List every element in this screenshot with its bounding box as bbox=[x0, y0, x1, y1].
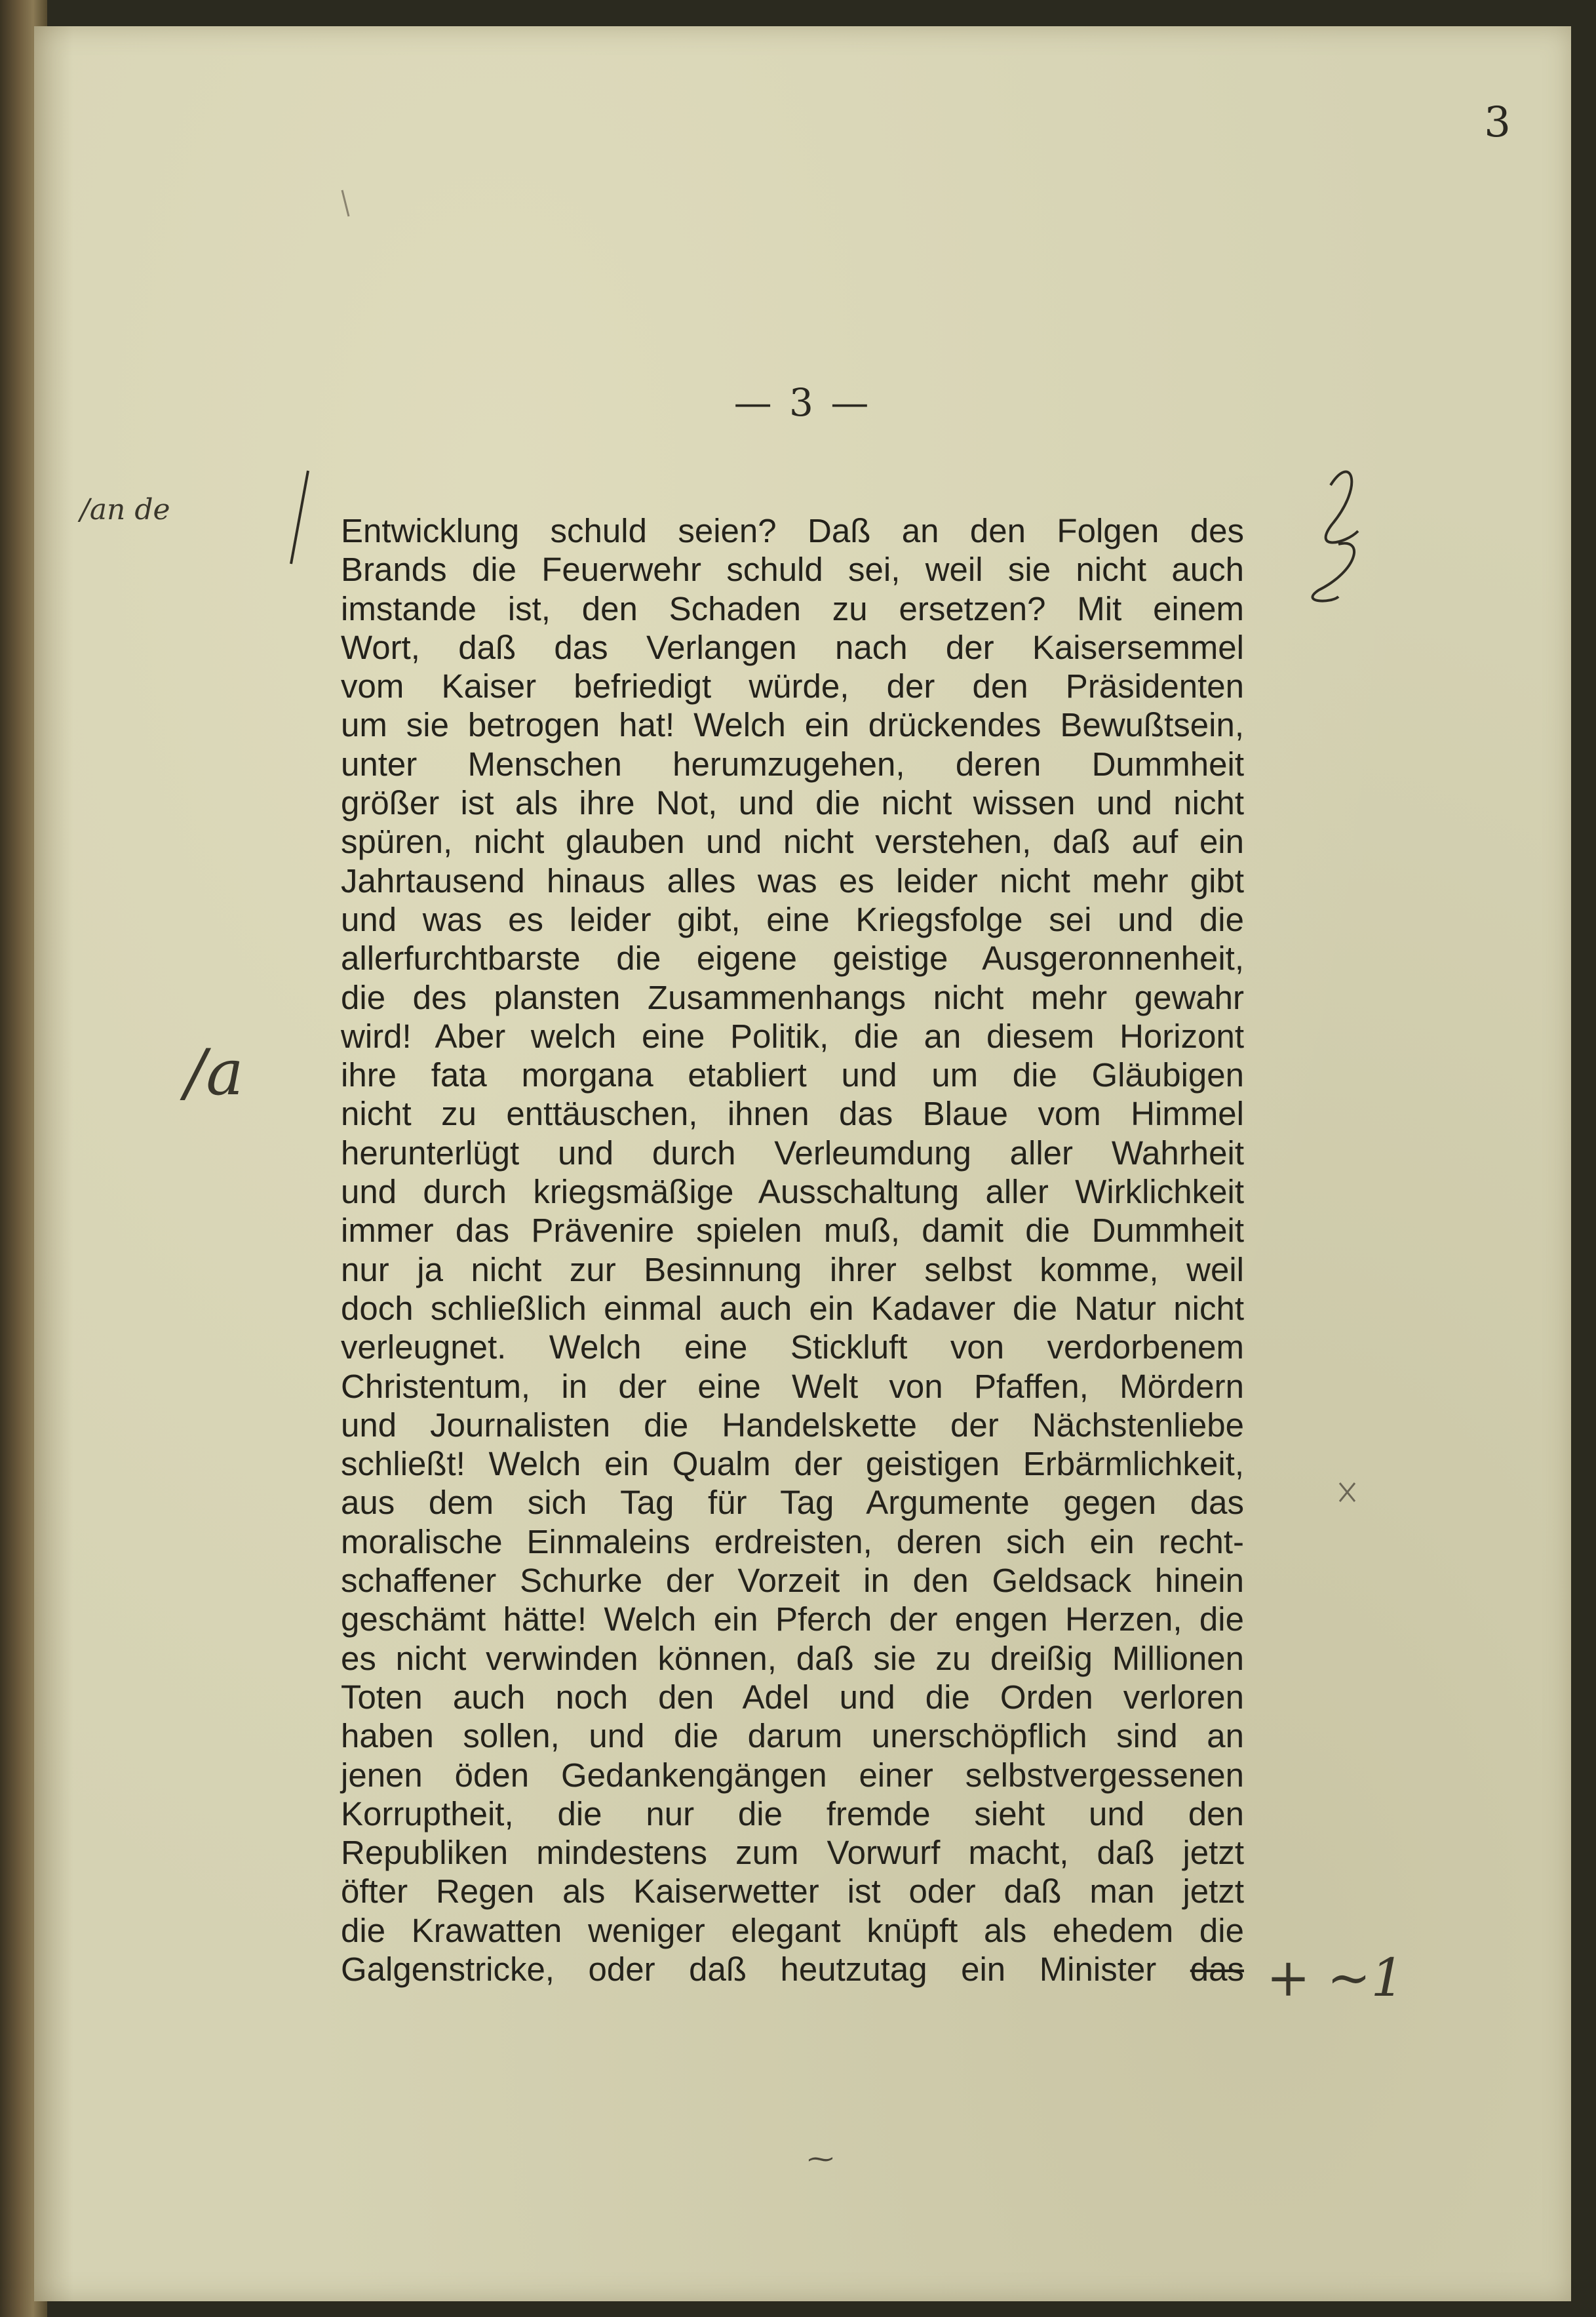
text-line: wird! Aber welch eine Politik, die an diesem Horizont bbox=[341, 1017, 1244, 1055]
text-line: schaffener Schurke der Vorzeit in den Geldsack hinein bbox=[341, 1562, 1244, 1600]
text-line: schließt! Welch ein Qualm der geistigen Erbärmlichkeit, bbox=[341, 1445, 1244, 1483]
footer-ornament: ⁓ bbox=[808, 2144, 834, 2174]
text-line: moralische Einmaleins erdreisten, deren sich ein recht- bbox=[341, 1522, 1244, 1560]
text-line: nicht zu enttäuschen, ihnen das Blaue vom Himmel bbox=[341, 1095, 1244, 1133]
text-line: spüren, nicht glauben und nicht verstehen, daß auf ein bbox=[341, 823, 1244, 861]
margin-note-bottom: + ~1 bbox=[1266, 1947, 1405, 2008]
running-head: — 3 — bbox=[733, 380, 872, 425]
text-line: aus dem sich Tag für Tag Argumente gegen das bbox=[341, 1484, 1244, 1522]
struck-word: das bbox=[1190, 1950, 1244, 1988]
text-line: imstande ist, den Schaden zu ersetzen? Mit einem bbox=[341, 589, 1244, 627]
delete-mark-1 bbox=[1326, 472, 1358, 543]
text-line: immer das Prävenire spielen muß, damit die Dummheit bbox=[341, 1212, 1244, 1250]
insertion-stroke bbox=[291, 471, 308, 564]
text-line: größer ist als ihre Not, und die nicht wissen und nicht bbox=[341, 784, 1244, 822]
text-line: herunterlügt und durch Verleumdung aller Wahrheit bbox=[341, 1134, 1244, 1172]
text-line: Brands die Feuerwehr schuld sei, weil sie nicht auch bbox=[341, 551, 1244, 589]
text-line-last bbox=[341, 1950, 1244, 1989]
text-line: Entwicklung schuld seien? Daß an den Folgen des bbox=[341, 512, 1244, 549]
text-line: öfter Regen als Kaiserwetter ist oder daß man jetzt bbox=[341, 1872, 1244, 1911]
text-line: allerfurchtbarste die eigene geistige Ausgeronnenheit, bbox=[341, 940, 1244, 978]
text-line: und was es leider gibt, eine Kriegsfolge sei und die bbox=[341, 900, 1244, 938]
text-line: Korruptheit, die nur die fremde sieht und den bbox=[341, 1794, 1244, 1832]
text-line: Toten auch noch den Adel und die Orden verloren bbox=[341, 1678, 1244, 1716]
text-line: jenen öden Gedankengängen einer selbstvergessenen bbox=[341, 1756, 1244, 1794]
text-line: haben sollen, und die darum unerschöpflich sind an bbox=[341, 1717, 1244, 1755]
document-page bbox=[34, 26, 1571, 2301]
text-line: doch schließlich einmal auch ein Kadaver die Natur nicht bbox=[341, 1289, 1244, 1327]
text-line: geschämt hätte! Welch ein Pferch der engen Herzen, die bbox=[341, 1600, 1244, 1638]
text-line: unter Menschen herumzugehen, deren Dummheit bbox=[341, 745, 1244, 783]
text-line: ihre fata morgana etabliert und um die Gläubigen bbox=[341, 1056, 1244, 1094]
text-line: Jahrtausend hinaus alles was es leider nicht mehr gibt bbox=[341, 861, 1244, 900]
text-line: um sie betrogen hat! Welch ein drückendes Bewußtsein, bbox=[341, 706, 1244, 744]
last-line-text: Galgenstricke, oder daß heutzutag ein Minister bbox=[341, 1950, 1157, 1988]
delete-mark-2 bbox=[1313, 544, 1354, 601]
text-line: verleugnet. Welch eine Stickluft von verdorbenem bbox=[341, 1328, 1244, 1366]
text-line: vom Kaiser befriedigt würde, der den Präsidenten bbox=[341, 667, 1244, 705]
x-mark bbox=[1340, 1483, 1355, 1501]
text-line: und durch kriegsmäßige Ausschaltung aller Wirklichkeit bbox=[341, 1173, 1244, 1211]
body-text bbox=[341, 511, 1244, 1989]
text-line: es nicht verwinden können, daß sie zu dreißig Millionen bbox=[341, 1639, 1244, 1677]
corner-page-number: 3 bbox=[1484, 98, 1511, 147]
text-line: die des plansten Zusammenhangs nicht mehr gewahr bbox=[341, 978, 1244, 1016]
text-line: Wort, daß das Verlangen nach der Kaisersemmel bbox=[341, 628, 1244, 666]
text-line: die Krawatten weniger elegant knüpft als ehedem die bbox=[341, 1911, 1244, 1949]
text-line: Republiken mindestens zum Vorwurf macht, daß jetzt bbox=[341, 1834, 1244, 1872]
pencil-tick bbox=[342, 190, 349, 216]
margin-note-top: /an de bbox=[80, 493, 170, 526]
text-line: und Journalisten die Handelskette der Nächstenliebe bbox=[341, 1406, 1244, 1444]
margin-note-mid: /a bbox=[185, 1036, 244, 1109]
text-line: nur ja nicht zur Besinnung ihrer selbst komme, weil bbox=[341, 1250, 1244, 1288]
text-line: Christentum, in der eine Welt von Pfaffen, Mördern bbox=[341, 1367, 1244, 1405]
